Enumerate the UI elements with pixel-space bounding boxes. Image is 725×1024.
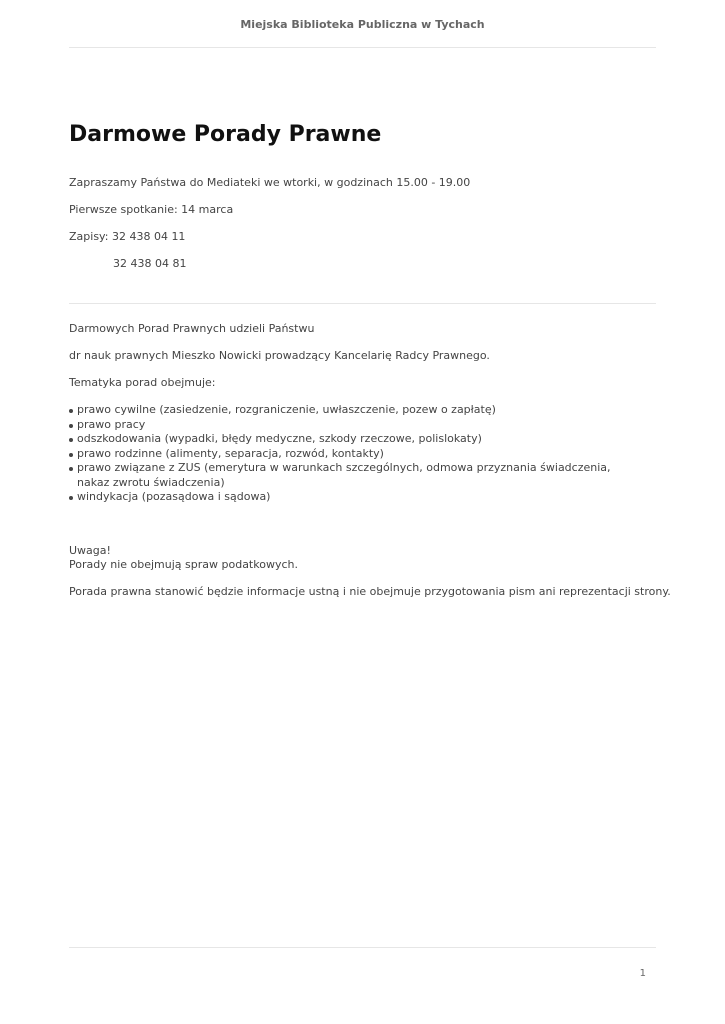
bullet-icon <box>69 409 73 413</box>
page-number: 1 <box>639 968 646 979</box>
advisor-intro: Darmowych Porad Prawnych udzieli Państwu <box>69 322 315 335</box>
bullet-icon <box>69 467 73 471</box>
advisor-name: dr nauk prawnych Mieszko Nowicki prowadzący Kancelarię Radcy Prawnego. <box>69 349 490 362</box>
warning-text: Porady nie obejmują spraw podatkowych. <box>69 558 298 571</box>
list-item: odszkodowania (wypadki, błędy medyczne, szkody rzeczowe, polislokaty) <box>69 432 629 447</box>
footer-divider <box>69 947 656 948</box>
list-item: prawo cywilne (zasiedzenie, rozgraniczenie, uwłaszczenie, pozew o zapłatę) <box>69 403 629 418</box>
section-divider <box>69 303 656 304</box>
topics-list <box>69 403 629 505</box>
list-item: prawo rodzinne (alimenty, separacja, rozwód, kontakty) <box>69 447 629 462</box>
intro-second-phone: 32 438 04 81 <box>113 257 187 270</box>
warning-label: Uwaga! <box>69 544 111 557</box>
list-item: prawo pracy <box>69 418 629 433</box>
intro-invitation: Zapraszamy Państwa do Mediateki we wtorki, w godzinach 15.00 - 19.00 <box>69 176 471 189</box>
site-name: Miejska Biblioteka Publiczna w Tychach <box>240 18 485 31</box>
list-item: windykacja (pozasądowa i sądowa) <box>69 490 629 505</box>
bullet-icon <box>69 496 73 500</box>
topics-heading: Tematyka porad obejmuje: <box>69 376 216 389</box>
bullet-icon <box>69 453 73 457</box>
intro-first-meeting: Pierwsze spotkanie: 14 marca <box>69 203 234 216</box>
page-title: Darmowe Porady Prawne <box>69 122 382 147</box>
closing-note: Porada prawna stanowić będzie informacje ustną i nie obejmuje przygotowania pism ani reprezentacji strony. <box>69 585 671 598</box>
intro-registration-phone: Zapisy: 32 438 04 11 <box>69 230 186 243</box>
bullet-icon <box>69 424 73 428</box>
page-header <box>69 0 656 48</box>
bullet-icon <box>69 438 73 442</box>
list-item: prawo związane z ZUS (emerytura w warunkach szczególnych, odmowa przyznania świadczenia, nakaz zwrotu świadczenia) <box>69 461 629 490</box>
